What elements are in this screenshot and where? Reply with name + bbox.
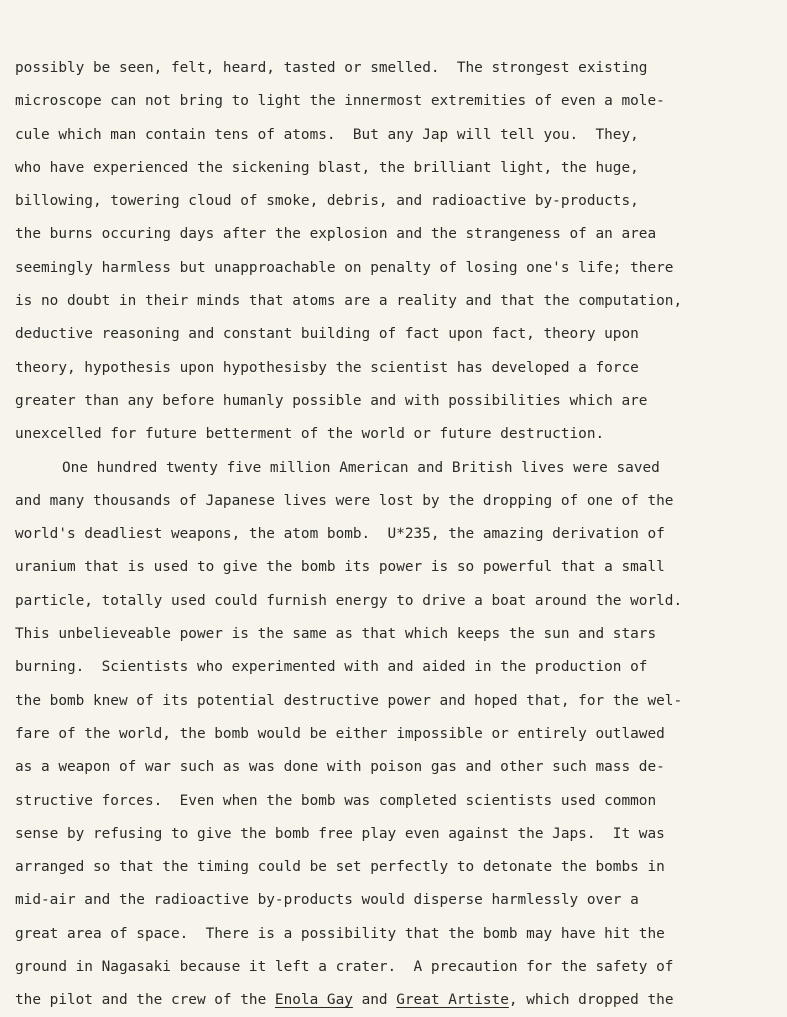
text-line: fare of the world, the bomb would be either impossible or entirely outlawed (15, 725, 665, 742)
text-line: who have experienced the sickening blast, the brilliant light, the huge, (15, 159, 639, 176)
text-line-last (15, 987, 785, 1017)
text-line: theory, hypothesis upon hypothesisby the scientist has developed a force (15, 359, 639, 376)
ship-name-great-artiste: Great Artiste (396, 992, 509, 1009)
text-line: deductive reasoning and constant building of fact upon fact, theory upon (15, 326, 639, 343)
text-line: world's deadliest weapons, the atom bomb. U*235, the amazing derivation of (15, 526, 665, 543)
text-line: burning. Scientists who experimented with and aided in the production of (15, 659, 648, 676)
text-line: possibly be seen, felt, heard, tasted or smelled. The strongest existing (15, 60, 648, 76)
text-line: great area of space. There is a possibility that the bomb may have hit the (15, 925, 665, 942)
text-line: microscope can not bring to light the innermost extremities of even a mole- (15, 93, 665, 110)
page-text-body (15, 55, 785, 1017)
text-line: particle, totally used could furnish energy to drive a boat around the world. (15, 592, 683, 609)
text-line: greater than any before humanly possible and with possibilities which are (15, 392, 648, 409)
text-line: uranium that is used to give the bomb its power is so powerful that a small (15, 559, 665, 576)
text-line: ground in Nagasaki because it left a crater. A precaution for the safety of (15, 959, 674, 976)
text-line: as a weapon of war such as was done with poison gas and other such mass de- (15, 759, 665, 776)
paragraph-first-line: One hundred twenty five million American and British lives were saved (62, 459, 660, 476)
text-line: This unbelieveable power is the same as that which keeps the sun and stars (15, 626, 657, 643)
text-line: unexcelled for future betterment of the world or future destruction. (15, 426, 605, 443)
ship-name-enola-gay: Enola Gay (274, 992, 353, 1009)
text-line: the bomb knew of its potential destructive power and hoped that, for the wel- (15, 692, 683, 709)
text-line: the burns occuring days after the explosion and the strangeness of an area (15, 226, 657, 243)
text-segment: and (352, 992, 397, 1009)
text-line: mid-air and the radioactive by-products would disperse harmlessly over a (15, 892, 639, 909)
text-line: billowing, towering cloud of smoke, debris, and radioactive by-products, (15, 193, 639, 210)
text-segment: , which dropped the (508, 992, 674, 1009)
text-line: arranged so that the timing could be set perfectly to detonate the bombs in (15, 859, 665, 876)
text-line: is no doubt in their minds that atoms are a reality and that the computation, (15, 293, 683, 310)
text-line: and many thousands of Japanese lives were lost by the dropping of one of the (15, 492, 674, 509)
text-segment: the pilot and the crew of the (15, 992, 275, 1009)
text-line: structive forces. Even when the bomb was completed scientists used common (15, 792, 657, 809)
text-line: seemingly harmless but unapproachable on penalty of losing one's life; there (15, 259, 674, 276)
text-line: sense by refusing to give the bomb free play even against the Japs. It was (15, 825, 665, 842)
text-line: cule which man contain tens of atoms. But any Jap will tell you. They, (15, 126, 639, 143)
